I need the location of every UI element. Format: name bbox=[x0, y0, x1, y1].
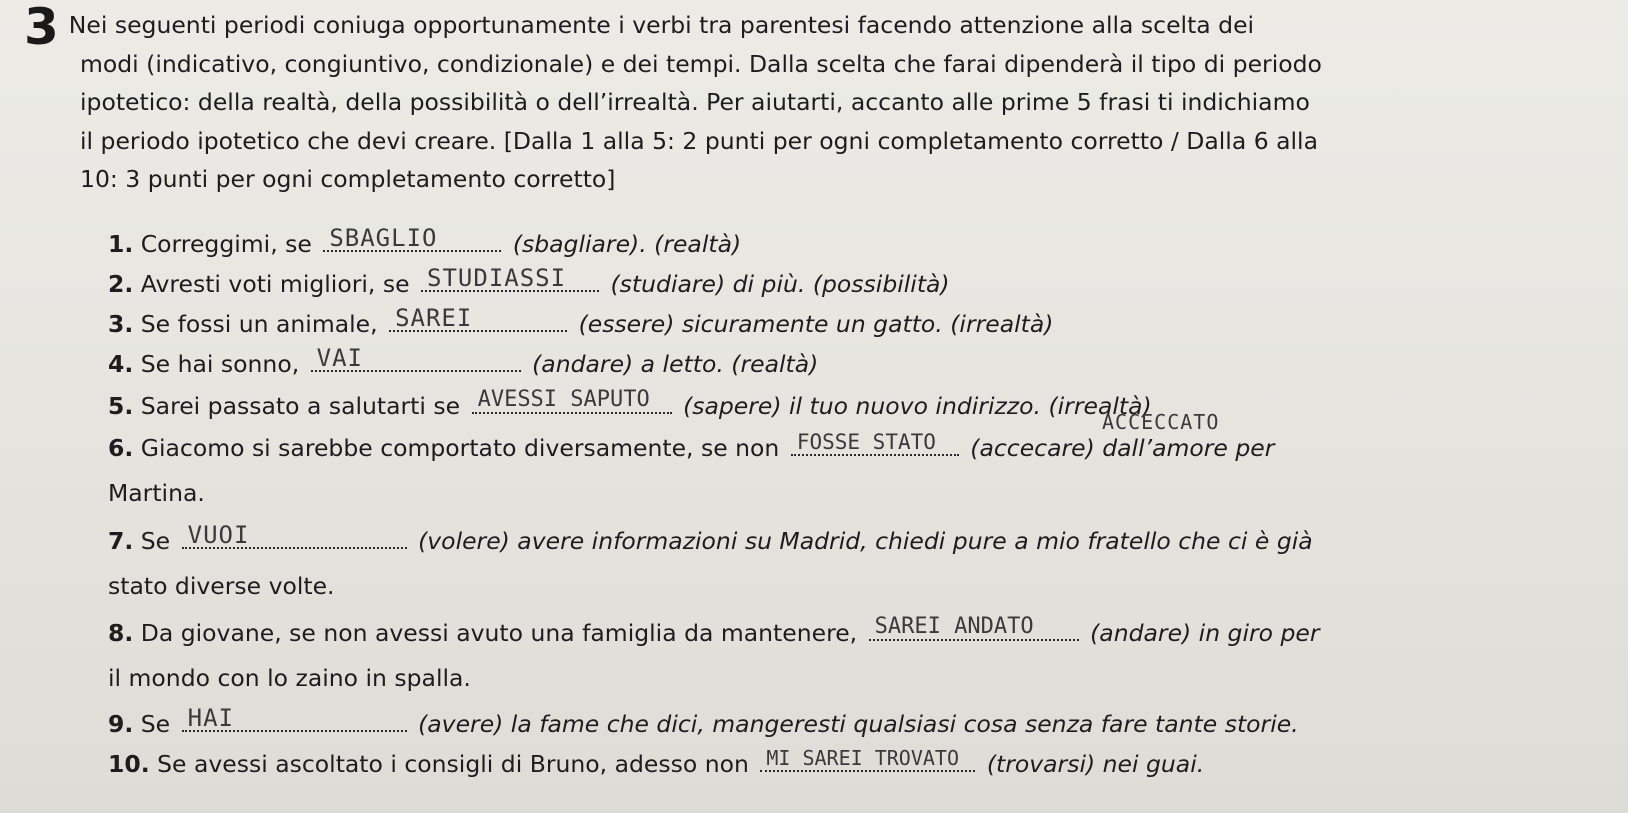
item-text-after: (trovarsi) nei guai. bbox=[986, 750, 1205, 778]
item-text-before: Se bbox=[140, 527, 171, 555]
answer-text: SBAGLIO bbox=[329, 224, 438, 252]
item-text-after: (accecare) dall’amore per bbox=[970, 434, 1275, 462]
answer-field[interactable] bbox=[869, 614, 1079, 641]
item-8 bbox=[108, 614, 1320, 648]
answer-text: VUOI bbox=[187, 521, 250, 549]
answer-text: MI SAREI TROVATO bbox=[766, 746, 959, 770]
item-1 bbox=[108, 224, 742, 259]
item-text-before: Se hai sonno, bbox=[140, 350, 300, 378]
answer-field[interactable] bbox=[311, 344, 521, 372]
instructions-line-5: 10: 3 punti per ogni completamento corretto] bbox=[80, 165, 616, 193]
item-text-after: (sapere) il tuo nuovo indirizzo. (irrealtà) bbox=[683, 392, 1152, 420]
answer-text: HAI bbox=[187, 704, 234, 732]
item-number: 9. bbox=[108, 710, 134, 738]
answer-field[interactable] bbox=[791, 432, 959, 456]
item-text-before: Avresti voti migliori, se bbox=[140, 270, 410, 298]
exercise-instructions bbox=[24, 0, 1609, 199]
answer-text: AVESSI SAPUTO bbox=[477, 387, 650, 412]
item-number: 5. bbox=[108, 392, 134, 420]
item-text-before: Se avessi ascoltato i consigli di Bruno, adesso non bbox=[157, 750, 749, 778]
answer-text: STUDIASSI bbox=[427, 264, 567, 292]
item-3 bbox=[108, 304, 1054, 339]
item-number: 10. bbox=[108, 750, 150, 778]
item-text-before: Se bbox=[140, 710, 171, 738]
item-6 bbox=[108, 432, 1274, 463]
answer-text: FOSSE STATO bbox=[796, 430, 936, 454]
item-10 bbox=[108, 748, 1204, 779]
answer-field[interactable] bbox=[389, 304, 567, 332]
answer-text: VAI bbox=[316, 344, 364, 372]
item-number: 7. bbox=[108, 527, 134, 555]
item-8-continuation: il mondo con lo zaino in spalla. bbox=[108, 664, 471, 692]
answer-field[interactable] bbox=[182, 521, 407, 549]
answer-field[interactable] bbox=[472, 387, 672, 414]
item-text-before: Giacomo si sarebbe comportato diversamente, se non bbox=[140, 434, 780, 462]
item-number: 1. bbox=[108, 230, 134, 258]
answer-field[interactable] bbox=[323, 224, 501, 252]
item-7 bbox=[108, 521, 1313, 556]
item-text-after: (sbagliare). (realtà) bbox=[512, 230, 742, 258]
item-7-continuation: stato diverse volte. bbox=[108, 572, 335, 600]
item-number: 3. bbox=[108, 310, 134, 338]
item-text-after: (andare) a letto. (realtà) bbox=[532, 350, 819, 378]
item-text-after: (essere) sicuramente un gatto. (irrealtà) bbox=[578, 310, 1054, 338]
item-number: 6. bbox=[108, 434, 134, 462]
item-number: 8. bbox=[108, 619, 134, 647]
answer-correction: ACCECCATO bbox=[1102, 410, 1220, 434]
item-text-after: (studiare) di più. (possibilità) bbox=[610, 270, 950, 298]
item-4 bbox=[108, 344, 819, 379]
item-2 bbox=[108, 264, 950, 299]
item-text-after: (volere) avere informazioni su Madrid, chiedi pure a mio fratello che ci è già bbox=[418, 527, 1313, 555]
instructions-line-3: ipotetico: della realtà, della possibilità o dell’irrealtà. Per aiutarti, accanto alle prime 5 frasi ti indichiamo bbox=[80, 88, 1310, 116]
answer-field[interactable] bbox=[421, 264, 599, 292]
instructions-line-1: Nei seguenti periodi coniuga opportunamente i verbi tra parentesi facendo attenzione alla scelta dei bbox=[68, 11, 1255, 39]
answer-field[interactable] bbox=[760, 748, 975, 772]
instructions-line-4: il periodo ipotetico che devi creare. [Dalla 1 alla 5: 2 punti per ogni completamento corretto / Dalla 6 alla bbox=[80, 126, 1318, 155]
answer-text: SAREI ANDATO bbox=[874, 614, 1034, 639]
item-9 bbox=[108, 704, 1299, 739]
answer-field[interactable] bbox=[182, 704, 407, 732]
item-text-after: (andare) in giro per bbox=[1090, 619, 1320, 647]
item-text-after: (avere) la fame che dici, mangeresti qualsiasi cosa senza fare tante storie. bbox=[418, 710, 1299, 738]
item-number: 2. bbox=[108, 270, 134, 298]
instructions-line-2: modi (indicativo, congiuntivo, condizionale) e dei tempi. Dalla scelta che farai dipenderà il tipo di periodo bbox=[80, 49, 1322, 78]
exercise-number: 3 bbox=[24, 0, 59, 56]
item-number: 4. bbox=[108, 350, 134, 378]
item-text-before: Correggimi, se bbox=[140, 230, 312, 258]
item-text-before: Sarei passato a salutarti se bbox=[140, 392, 461, 420]
item-text-before: Da giovane, se non avessi avuto una famiglia da mantenere, bbox=[140, 619, 858, 647]
answer-text: SAREI bbox=[395, 304, 473, 332]
item-5 bbox=[108, 387, 1152, 421]
item-6-continuation: Martina. bbox=[108, 479, 205, 507]
item-text-before: Se fossi un animale, bbox=[140, 310, 378, 338]
